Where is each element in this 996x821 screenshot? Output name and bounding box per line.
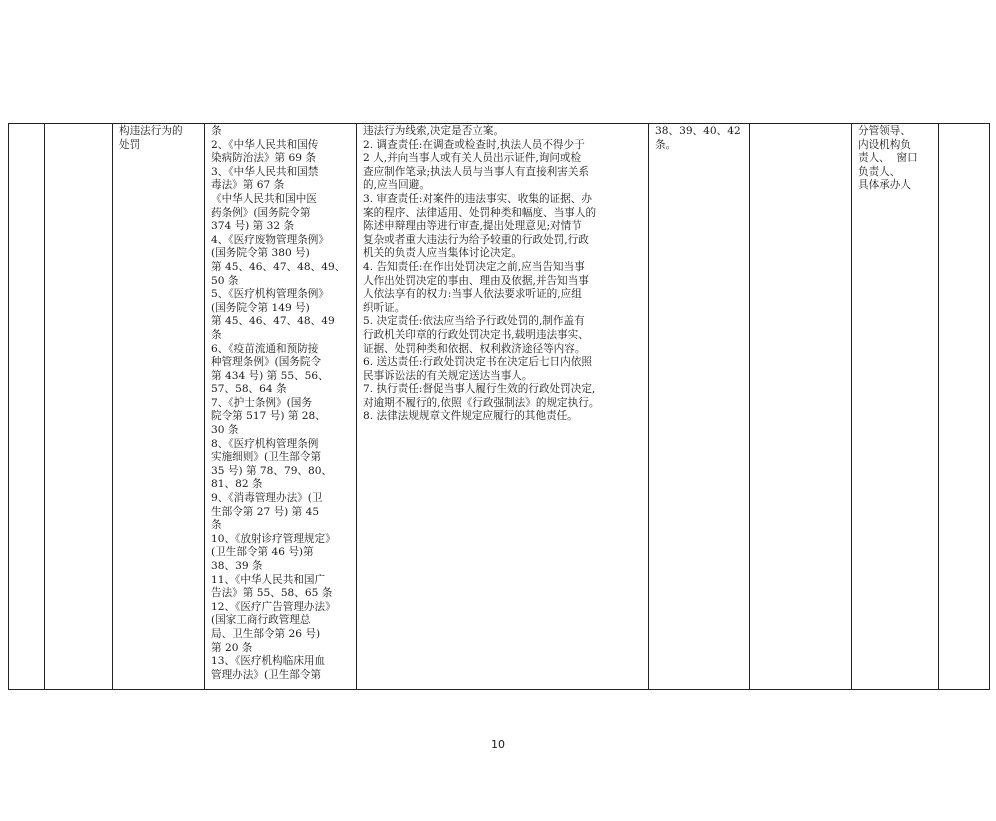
table-row bbox=[9, 124, 990, 690]
cell-legal-basis: 条 2、《中华人民共和国传 染病防治法》第 69 条 3、《中华人民共和国禁 毒法》第 67 条 《中华人民共和国中医 药条例》(国务院令第 374 号) 第 32 条 4、《医疗废物管理条例》 (国务院令第 380 号) 第 45、46、47、48、49、 50 条 5、《医疗机构管理条例》 (国务院令第 149 号) 第 45、46、47、48、49 条 6、《疫苗流通和预防接 种管理条例》(国务院令 第 434 号) 第 55、56、 57、58、64 条 7、《护士条例》(国务 院令第 517 号) 第 28、 30 条 8、《医疗机构管理条例 实施细则》(卫生部令第 35 号) 第 78、79、80、 81、82 条 9、《消毒管理办法》(卫 生部令第 27 号) 第 45 条 10、《放射诊疗管理规定》 (卫生部令第 46 号)第 38、39 条 11、《中华人民共和国广 告法》第 55、58、65 条 12、《医疗广告管理办法》 (国家工商行政管理总 局、卫生部令第 26 号) 第 20 条 13、《医疗机构临床用血 管理办法》(卫生部令第 bbox=[205, 124, 357, 690]
powers-list-table bbox=[8, 123, 990, 690]
cell-responsibility: 违法行为线索,决定是否立案。 2. 调查责任:在调查或检查时,执法人员不得少于 2 人,并向当事人或有关人员出示证件,询问或检 查应制作笔录;执法人员与当事人有直接利害关系 的,应当回避。 3. 审查责任:对案件的违法事实、收集的证据、办 案的程序、法律适用、处罚种类和幅度、当事人的 陈述申辩理由等进行审查,提出处理意见;对情节 复杂或者重大违法行为给予较重的行政处罚,行政 机关的负责人应当集体讨论决定。 4. 告知责任:在作出处罚决定之前,应当告知当事 人作出处罚决定的事由、理由及依据,并告知当事 人依法享有的权力:当事人依法要求听证的,应组 织听证。 5. 决定责任:依法应当给予行政处罚的,制作盖有 行政机关印章的行政处罚决定书,载明违法事实、 证据、处罚种类和依据、权利救济途径等内容。 6. 送达责任:行政处罚决定书在决定后七日内依照 民事诉讼法的有关规定送达当事人。 7. 执行责任:督促当事人履行生效的行政处罚决定, 对逾期不履行的,依照《行政强制法》的规定执行。 8. 法律法规规章文件规定应履行的其他责任。 bbox=[357, 124, 649, 690]
cell-blank bbox=[750, 124, 852, 690]
cell-category bbox=[45, 124, 113, 690]
cell-responsible-persons: 分管领导、 内设机构负 责人、 窗口 负责人、 具体承办人 bbox=[852, 124, 939, 690]
cell-remarks bbox=[939, 124, 990, 690]
cell-item-name: 构违法行为的 处罚 bbox=[113, 124, 205, 690]
cell-index bbox=[9, 124, 45, 690]
cell-responsibility-basis: 38、39、40、42 条。 bbox=[649, 124, 750, 690]
page-number: 10 bbox=[491, 738, 505, 751]
